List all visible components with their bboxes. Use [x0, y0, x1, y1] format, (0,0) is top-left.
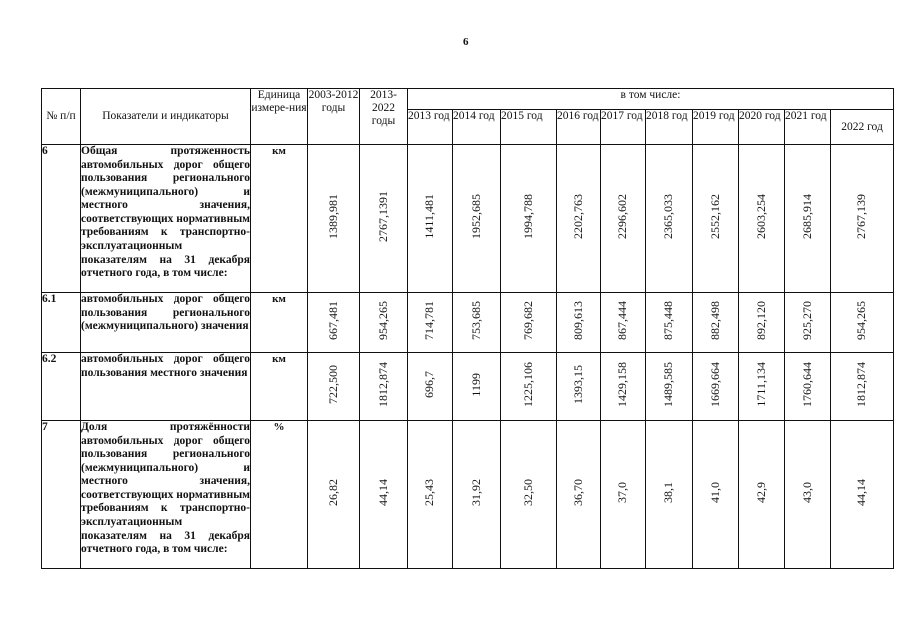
row-num: 6: [42, 145, 81, 293]
value-cell: 714,781: [422, 301, 437, 341]
header-year: 2019 год: [693, 110, 739, 145]
row-unit: км: [251, 353, 308, 421]
value-cell: 2202,763: [570, 194, 585, 240]
value-cell: 1669,664: [707, 362, 722, 408]
value-cell: 1812,874: [375, 362, 390, 408]
value-cell: 36,70: [570, 479, 585, 507]
value-cell: 1812,874: [854, 362, 869, 408]
value-cell: 809,613: [570, 301, 585, 341]
value-cell: 954,265: [375, 301, 390, 341]
value-cell: 882,498: [707, 301, 722, 341]
header-year: 2022 год: [831, 110, 894, 145]
value-cell: 1429,158: [615, 362, 630, 408]
header-year: 2020 год: [739, 110, 785, 145]
value-cell: 1393,15: [570, 365, 585, 405]
value-cell: 954,265: [854, 301, 869, 341]
header-year: 2021 год: [785, 110, 831, 145]
value-cell: 38,1: [661, 482, 676, 504]
value-cell: 31,92: [468, 479, 483, 507]
value-cell: 2603,254: [753, 194, 768, 240]
value-cell: 753,685: [468, 301, 483, 341]
value-cell: 2552,162: [707, 194, 722, 240]
header-year: 2016 год: [557, 110, 601, 145]
row-unit: %: [251, 421, 308, 569]
header-year: 2013 год: [408, 110, 453, 145]
value-cell: 925,270: [799, 301, 814, 341]
value-cell: 1760,644: [799, 362, 814, 408]
value-cell: 722,500: [325, 365, 340, 405]
value-cell: 1225,106: [520, 362, 535, 408]
header-indicators: Показатели и индикаторы: [81, 89, 251, 145]
value-cell: 41,0: [707, 482, 722, 504]
value-cell: 769,682: [520, 301, 535, 341]
header-period-2013-2022: 2013-2022 годы: [360, 89, 408, 145]
header-including: в том числе:: [408, 89, 894, 110]
value-cell: 1489,585: [661, 362, 676, 408]
header-unit: Единица измере-ния: [251, 89, 308, 145]
row-unit: км: [251, 145, 308, 293]
row-description: автомобильных дорог общего пользования местного значения: [81, 353, 251, 421]
indicators-table: [41, 88, 894, 569]
value-cell: 2365,033: [661, 194, 676, 240]
value-cell: 875,448: [661, 301, 676, 341]
header-num: № п/п: [42, 89, 81, 145]
row-description: Общая протяженность автомобильных дорог общего пользования регионального (межмуниципального) и местного значения, соответствующих нормативным требованиям к транспортно-эксплуатационным показателям на 31 декабря отчетного года, в том числе:: [81, 145, 251, 293]
value-cell: 1411,481: [422, 194, 437, 239]
value-cell: 44,14: [854, 479, 869, 507]
value-cell: 1711,134: [753, 362, 768, 407]
value-cell: 32,50: [520, 479, 535, 507]
row-num: 6.2: [42, 353, 81, 421]
value-cell: 44,14: [375, 479, 390, 507]
row-num: 6.1: [42, 293, 81, 353]
value-cell: 867,444: [615, 301, 630, 341]
value-cell: 1199: [468, 372, 483, 397]
value-cell: 2767,139: [854, 194, 869, 240]
value-cell: 892,120: [753, 301, 768, 341]
table-row: [42, 145, 894, 293]
table-row: [42, 293, 894, 353]
value-cell: 1994,788: [520, 194, 535, 240]
value-cell: 2767,1391: [375, 191, 390, 243]
header-year: 2017 год: [601, 110, 646, 145]
header-year: 2014 год: [453, 110, 501, 145]
value-cell: 1389,981: [325, 194, 340, 240]
header-period-2003-2012: 2003-2012 годы: [308, 89, 360, 145]
table-row: [42, 421, 894, 569]
row-description: Доля протяжённости автомобильных дорог общего пользования регионального (межмуниципального) и местного значения, соответствующих нормативным требованиям к транспортно-эксплуатационным показателям на 31 декабря отчетного года, в том числе:: [81, 421, 251, 569]
value-cell: 696,7: [422, 371, 437, 399]
value-cell: 2685,914: [799, 194, 814, 240]
row-unit: км: [251, 293, 308, 353]
value-cell: 42,9: [753, 482, 768, 504]
value-cell: 43,0: [799, 482, 814, 504]
value-cell: 2296,602: [615, 194, 630, 240]
value-cell: 1952,685: [468, 194, 483, 240]
page-number: 6: [463, 36, 469, 48]
value-cell: 667,481: [325, 301, 340, 341]
value-cell: 26,82: [325, 479, 340, 507]
value-cell: 25,43: [422, 479, 437, 507]
header-year: 2015 год: [501, 110, 557, 145]
row-description: автомобильных дорог общего пользования регионального (межмуниципального) значения: [81, 293, 251, 353]
row-num: 7: [42, 421, 81, 569]
table-row: [42, 353, 894, 421]
value-cell: 37,0: [615, 482, 630, 504]
header-year: 2018 год: [646, 110, 693, 145]
